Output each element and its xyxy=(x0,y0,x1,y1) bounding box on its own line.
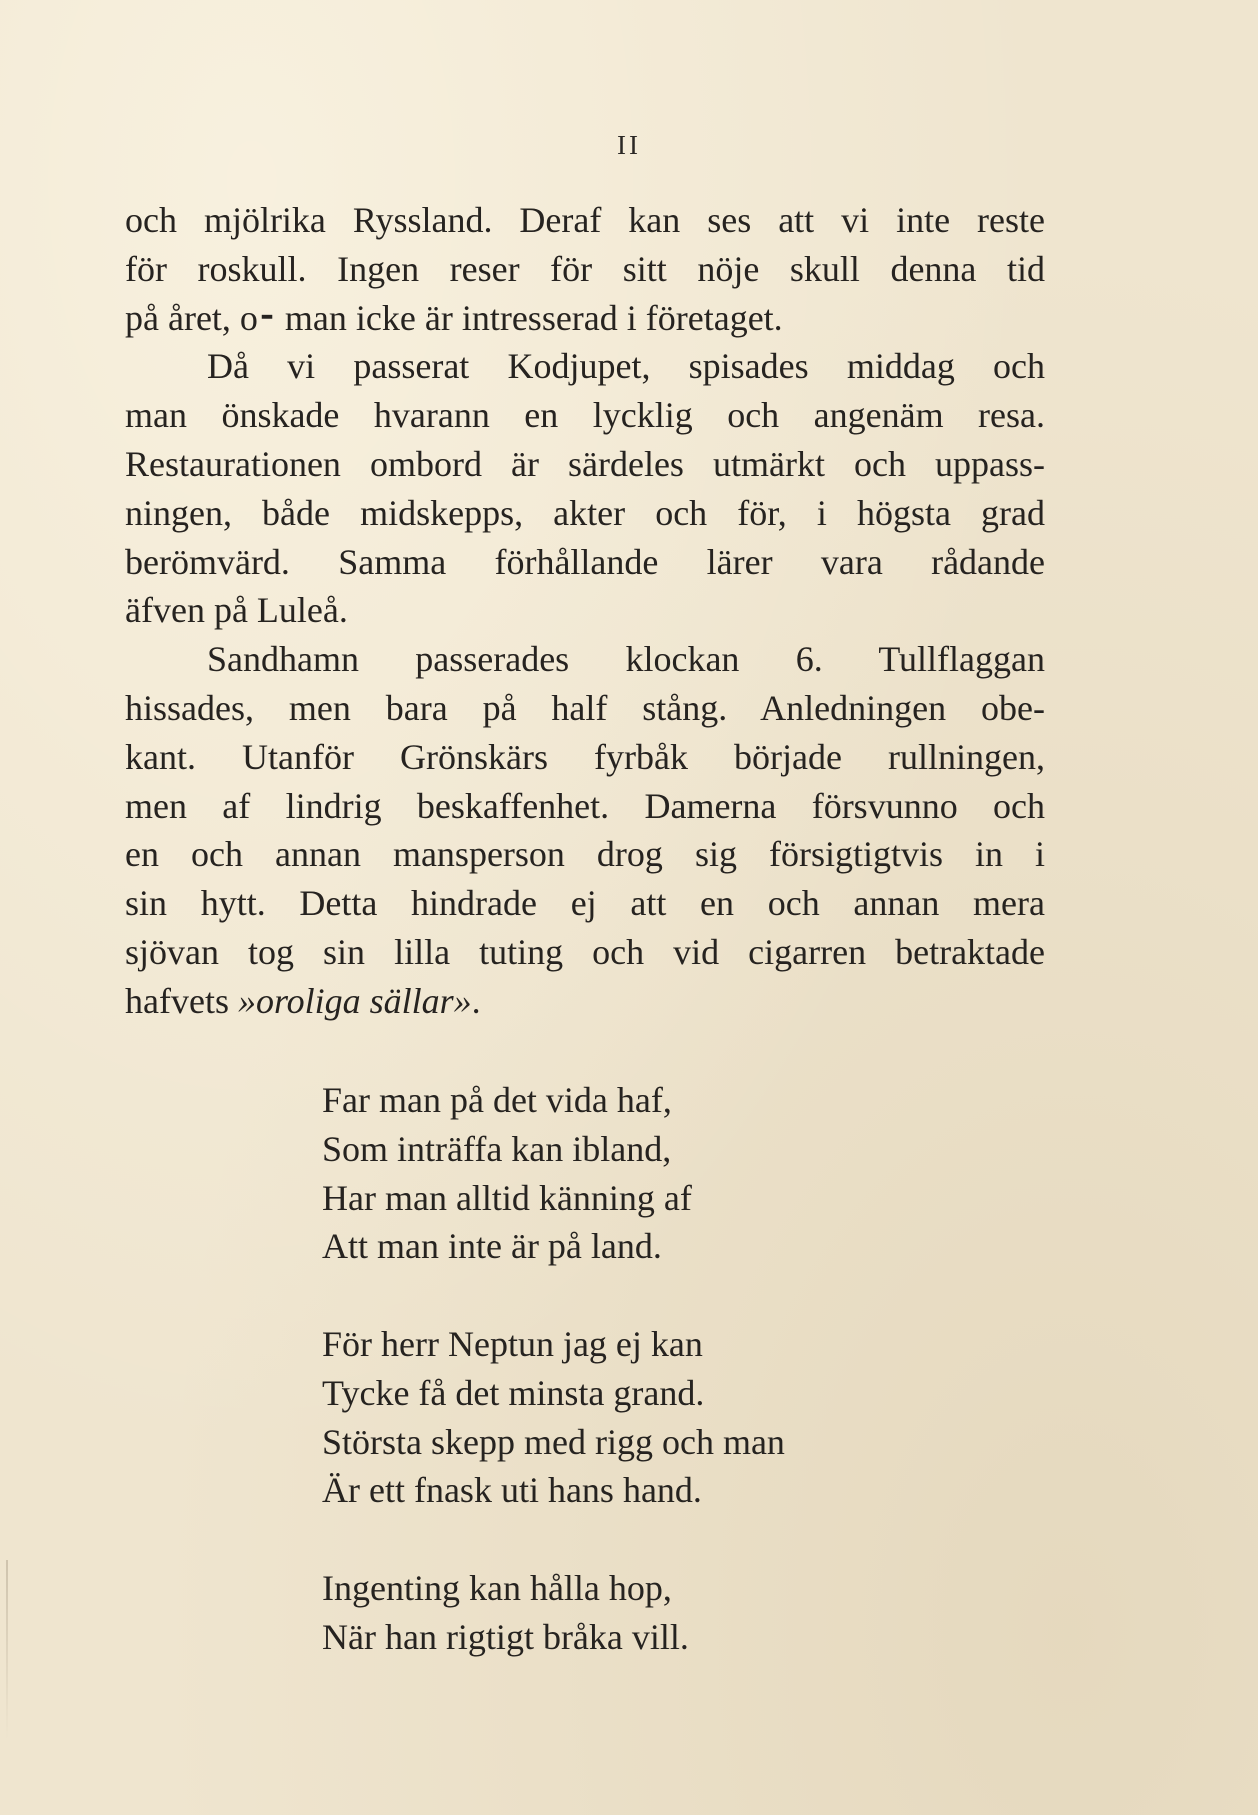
text-line: man önskade hvarann en lycklig och angenäm resa. xyxy=(125,395,1045,436)
text-line: en och annan mansperson drog sig försigtigtvis in i xyxy=(125,834,1045,875)
poem-line: Tycke få det minsta grand. xyxy=(322,1372,705,1413)
page-edge-shadow xyxy=(6,1560,8,1740)
text-line: för roskull. Ingen reser för sitt nöje skull denna tid xyxy=(125,248,1045,289)
text-line-final xyxy=(125,977,1045,1026)
text-line: berömvärd. Samma förhållande lärer vara rådande xyxy=(125,541,1045,582)
poem-line: När han rigtigt bråka vill. xyxy=(322,1616,689,1657)
text-line: Restaurationen ombord är särdeles utmärkt och uppass- xyxy=(125,443,1045,484)
poem-line: Har man alltid känning af xyxy=(322,1177,692,1218)
poem-line: Som inträffa kan ibland, xyxy=(322,1128,672,1169)
poem-line: Är ett fnask uti hans hand. xyxy=(322,1470,702,1511)
poem-line: För herr Neptun jag ej kan xyxy=(322,1323,703,1364)
poem-line: Ingenting kan hålla hop, xyxy=(322,1567,672,1608)
final-punctuation: . xyxy=(471,980,481,1021)
poem-line: Far man på det vida haf, xyxy=(322,1080,672,1120)
page-number: II xyxy=(617,130,641,160)
text-line: Sandhamn passerades klockan 6. Tullflaggan xyxy=(207,639,1045,680)
text-line: kant. Utanför Grönskärs fyrbåk började rullningen, xyxy=(125,736,1045,777)
text-line: ningen, både midskepps, akter och för, i högsta grad xyxy=(125,492,1045,533)
prose-body xyxy=(125,196,1045,1026)
poem-stanza xyxy=(322,1076,785,1271)
text-line: hissades, men bara på half stång. Anledningen obe- xyxy=(125,687,1045,728)
poem xyxy=(322,1076,785,1710)
text-line: äfven på Luleå. xyxy=(125,590,348,631)
poem-line: Största skepp med rigg och man xyxy=(322,1421,785,1462)
text-line: sin hytt. Detta hindrade ej att en och annan mera xyxy=(125,883,1045,924)
text-line: sjövan tog sin lilla tuting och vid cigarren betraktade xyxy=(125,931,1045,972)
text-line: Då vi passerat Kodjupet, spisades middag och xyxy=(207,346,1045,387)
poem-stanza xyxy=(322,1320,785,1515)
text-line: och mjölrika Ryssland. Deraf kan ses att vi inte reste xyxy=(125,200,1045,240)
text-fragment: hafvets xyxy=(125,980,238,1021)
poem-stanza xyxy=(322,1564,785,1662)
poem-line: Att man inte är på land. xyxy=(322,1226,662,1267)
text-line: men af lindrig beskaffenhet. Damerna försvunno och xyxy=(125,785,1045,826)
italic-quote: »oroliga sällar» xyxy=(237,980,472,1021)
text-line: på året, o⁃ man icke är intresserad i företaget. xyxy=(125,297,783,338)
